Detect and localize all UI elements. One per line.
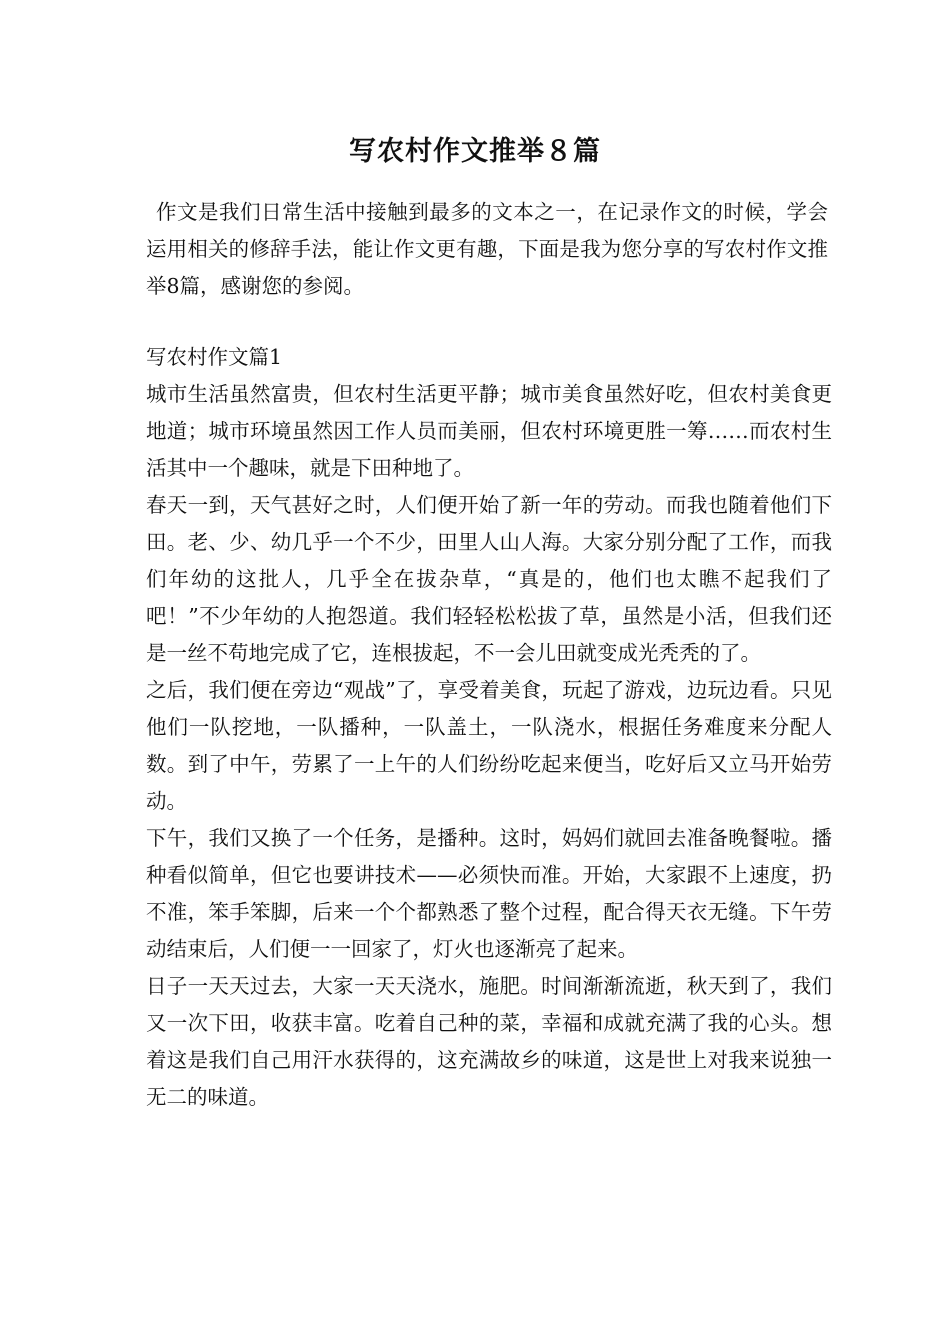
body-paragraph-3: 之后，我们便在旁边“观战”了，享受着美食，玩起了游戏，边玩边看。只见他们一队挖地，一队播种，一队盖土，一队浇水，根据任务难度来分配人数。到了中午，劳累了一上午的人们纷纷吃起来便当，吃好后又立马开始劳动。: [146, 678, 832, 813]
body-paragraph-2: 春天一到，天气甚好之时，人们便开始了新一年的劳动。而我也随着他们下田。老、少、幼几乎一个不少，田里人山人海。大家分别分配了工作，而我们年幼的这批人，几乎全在拔杂草，“真是的，他们也太瞧不起我们了吧！”不少年幼的人抱怨道。我们轻轻松松拔了草，虽然是小活，但我们还是一丝不苟地完成了它，连根拔起，不一会儿田就变成光秃秃的了。: [146, 493, 832, 665]
section-heading: 写农村作文篇1: [146, 345, 283, 369]
body-paragraph-5: 日子一天天过去，大家一天天浇水，施肥。时间渐渐流逝，秋天到了，我们又一次下田，收获丰富。吃着自己种的菜，幸福和成就充满了我的心头。想着这是我们自己用汗水获得的，这充满故乡的味道，这是世上对我来说独一无二的味道。: [146, 974, 832, 1109]
body-paragraph-4: 下午，我们又换了一个任务，是播种。这时，妈妈们就回去准备晚餐啦。播种看似简单，但它也要讲技术——必须快而准。开始，大家跟不上速度，扔不准，笨手笨脚，后来一个个都熟悉了整个过程，配合得天衣无缝。下午劳动结束后，人们便一一回家了，灯火也逐渐亮了起来。: [146, 826, 832, 961]
intro-paragraph: 作文是我们日常生活中接触到最多的文本之一，在记录作文的时候，学会运用相关的修辞手法，能让作文更有趣，下面是我为您分享的写农村作文推举8篇，感谢您的参阅。: [146, 200, 828, 298]
document-title: 写农村作文推举８篇: [349, 136, 601, 167]
body-paragraph-1: 城市生活虽然富贵，但农村生活更平静；城市美食虽然好吃，但农村美食更地道；城市环境虽然因工作人员而美丽，但农村环境更胜一筹……而农村生活其中一个趣味，就是下田种地了。: [146, 382, 832, 480]
article-body: [146, 339, 832, 1116]
